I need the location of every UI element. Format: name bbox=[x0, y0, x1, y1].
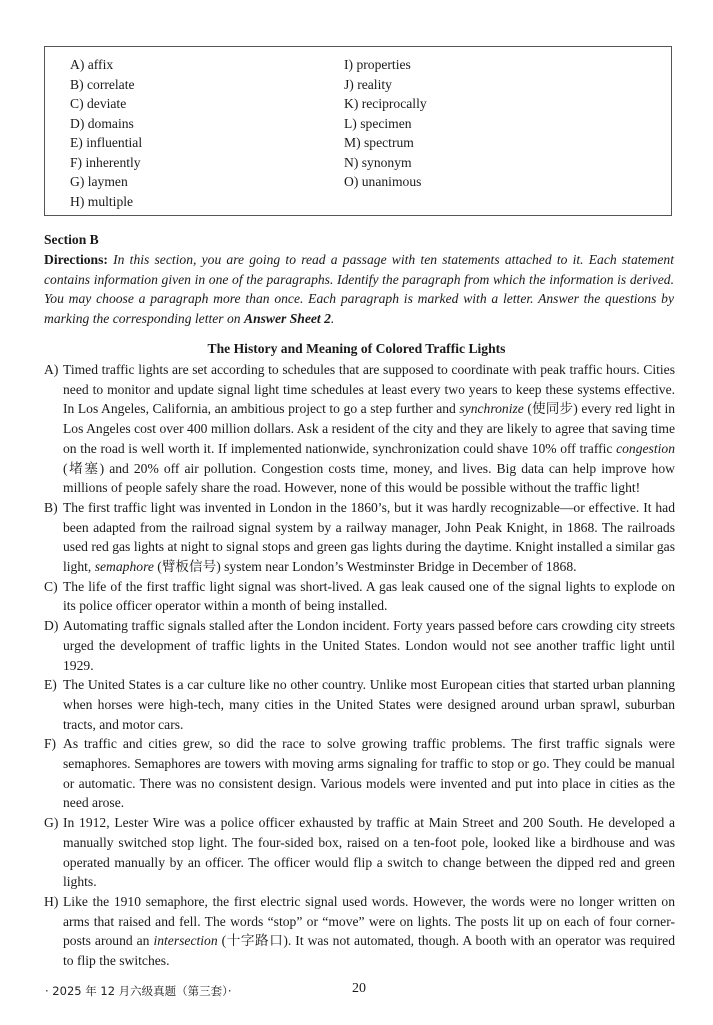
word-option: I) properties bbox=[344, 57, 411, 72]
directions-text: In this section, you are going to read a passage with ten statements attached to it. Each statement contains information given in one of the paragraphs. Identify the paragraph from which the information is derived. You may choose a paragraph more than once. Each paragraph is marked with a letter. Answer the questions by marking the corresponding letter on bbox=[44, 252, 674, 327]
footer-exam-label: · 2025 年 12 月六级真题（第三套）· bbox=[45, 984, 232, 998]
paragraph-text: Automating traffic signals stalled after the London incident. Forty years passed before cars crowding city streets urged the development of traffic lights in the United States. London would not see another traffic light until 1929. bbox=[63, 618, 675, 673]
word-bank bbox=[44, 46, 672, 216]
paragraph-e bbox=[44, 675, 675, 734]
paragraph-h bbox=[44, 892, 675, 971]
section-title: Section B bbox=[44, 232, 99, 247]
glossed-term: intersection bbox=[153, 933, 218, 949]
term-gloss: (堵塞) bbox=[63, 460, 105, 476]
word-option: B) correlate bbox=[70, 76, 135, 92]
passage-body bbox=[44, 360, 675, 971]
paragraph-text: The first traffic light was invented in London in the 1860’s, but it was hardly recognizable—or effective. It had been adapted from the railroad signal system by a railway manager, John Peak Knight, in 1868. The railroads used red gas lights at night to signal stops and green gas lights during the daytime. Knight installed a similar gas light, bbox=[63, 499, 675, 575]
directions bbox=[44, 250, 674, 329]
word-bank-left-column bbox=[70, 55, 142, 211]
paragraph-text: every red light in Los Angeles cost over 400 million dollars. Ask a resident of the city and they are likely to agree that saving time on the road is well worth it. If implemented nationwide, synchronization could shave 10% off traffic bbox=[63, 401, 676, 456]
word-option: L) specimen bbox=[344, 115, 412, 131]
paragraph-f bbox=[44, 734, 675, 813]
paragraph-text: In 1912, Lester Wire was a police officer exhausted by traffic at Main Street and 200 South. He developed a manually switched stop light. The four-sided box, raised on a ten-foot pole, looked like a birdhouse and was operated manually by an officer. The officer would flip a switch to change between the dipped red and green lights. bbox=[63, 815, 675, 890]
directions-label: Directions: bbox=[44, 252, 108, 267]
word-option: J) reality bbox=[344, 76, 392, 92]
word-option: A) affix bbox=[70, 57, 114, 72]
directions-end: . bbox=[330, 311, 335, 327]
paragraph-letter: D) bbox=[44, 618, 59, 634]
paragraph-letter: H) bbox=[44, 893, 59, 909]
paragraph-letter: E) bbox=[44, 677, 57, 693]
paragraph-text: . It was not automated, though. A booth with an operator was required to flip the switches. bbox=[63, 933, 675, 969]
term-gloss: (十字路口) bbox=[217, 933, 288, 949]
page-number: 20 bbox=[352, 981, 366, 996]
paragraph-letter: G) bbox=[44, 815, 59, 831]
paragraph-text: and 20% off air pollution. Congestion costs time, money, and lives. Big data can help improve how millions of people safely share the road. However, none of this would be possible without the traffic light! bbox=[63, 460, 675, 496]
paragraph-text: As traffic and cities grew, so did the race to solve growing traffic problems. The first traffic signals were semaphores. Semaphores are towers with moving arms signaling for traffic to stop or go. They could be manual or automatic. There was no consistent design. Various models were invented and put into place in cities as the need arose. bbox=[63, 736, 675, 811]
word-option: E) influential bbox=[70, 135, 143, 150]
word-option: M) spectrum bbox=[344, 135, 414, 150]
paragraph-letter: B) bbox=[44, 499, 58, 515]
word-option: C) deviate bbox=[70, 96, 127, 111]
paragraph-b bbox=[44, 498, 675, 577]
paragraph-a bbox=[44, 360, 675, 498]
glossed-term: synchronize bbox=[459, 401, 524, 417]
word-option: N) synonym bbox=[344, 154, 412, 170]
paragraph-letter: F) bbox=[44, 736, 57, 752]
paragraph-text: The United States is a car culture like no other country. Unlike most European cities that started urban planning when horses were high-tech, many cities in the United States were designed around urban sprawl, suburban tracts, and motor cars. bbox=[63, 677, 675, 732]
paragraph-g bbox=[44, 813, 675, 892]
paragraph-letter: A) bbox=[44, 362, 59, 377]
paragraph-c bbox=[44, 577, 675, 616]
word-option: G) laymen bbox=[70, 174, 128, 189]
paragraph-d bbox=[44, 616, 675, 675]
word-option: F) inherently bbox=[70, 154, 141, 170]
term-gloss: (使同步) bbox=[523, 401, 578, 417]
paragraph-text: system near London’s Westminster Bridge in December of 1868. bbox=[220, 559, 577, 575]
word-option: K) reciprocally bbox=[344, 96, 427, 111]
glossed-term: semaphore bbox=[94, 559, 154, 575]
paragraph-text: Like the 1910 semaphore, the first electric signal used words. However, the words were no longer written on arms that raised and fell. The words “stop” or “move” were on lights. The posts lit up on each of four corner-posts around an bbox=[63, 893, 675, 949]
passage-title: The History and Meaning of Colored Traffic Lights bbox=[207, 341, 506, 356]
word-option: O) unanimous bbox=[344, 174, 422, 189]
glossed-term: congestion bbox=[616, 440, 675, 456]
term-gloss: (臂板信号) bbox=[153, 559, 221, 575]
paragraph-text: The life of the first traffic light signal was short-lived. A gas leak caused one of the signal lights to explode on its police officer operator within a month of being installed. bbox=[63, 578, 675, 614]
word-bank-right-column bbox=[344, 55, 427, 192]
word-option: D) domains bbox=[70, 115, 134, 131]
paragraph-text: Timed traffic lights are set according to schedules that are supposed to coordinate with peak traffic hours. Cities need to monitor and update signal light time schedules at least every two years to keep these systems effective. In Los Angeles, California, an ambitious project to go a step further and bbox=[63, 362, 675, 417]
word-option: H) multiple bbox=[70, 193, 134, 209]
answer-sheet-ref: Answer Sheet 2 bbox=[244, 311, 331, 327]
paragraph-letter: C) bbox=[44, 578, 58, 594]
